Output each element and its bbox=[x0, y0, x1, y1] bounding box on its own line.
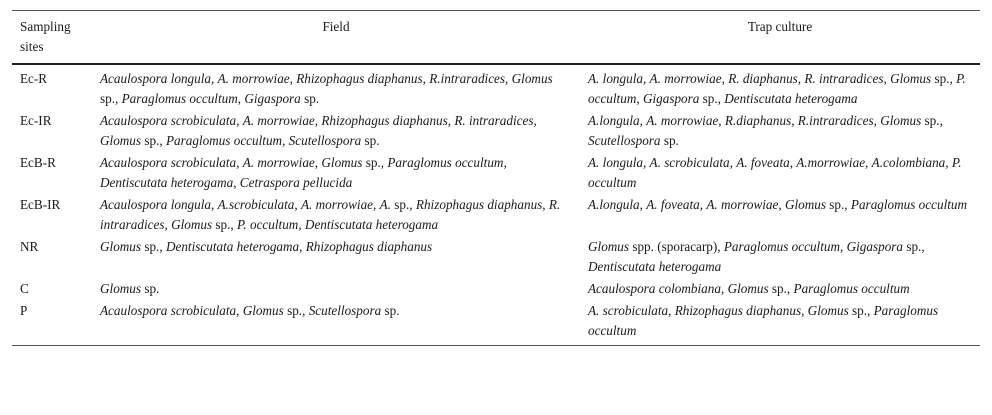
species-separator: , bbox=[503, 155, 507, 170]
species-separator: , bbox=[797, 71, 805, 86]
species-name: Glomus bbox=[100, 239, 142, 254]
species-separator: , bbox=[314, 155, 322, 170]
species-name: Gigaspora bbox=[846, 239, 904, 254]
species-name: Acaulospora longula bbox=[100, 197, 211, 212]
site-cell: NR bbox=[20, 239, 39, 254]
table-row bbox=[12, 193, 980, 235]
species-name: P. occultum bbox=[588, 71, 966, 106]
species-separator: , bbox=[236, 155, 243, 170]
species-name: Rhizophagus diaphanus bbox=[305, 239, 433, 254]
species-name: P. occultum bbox=[237, 217, 299, 232]
species-name: Dentiscutata heterogama bbox=[304, 217, 439, 232]
species-name: A. longula bbox=[588, 155, 643, 170]
species-name: R.intraradices bbox=[429, 71, 506, 86]
site-cell: EcB-IR bbox=[20, 197, 61, 212]
table-row bbox=[12, 151, 980, 193]
species-separator: sp., bbox=[141, 133, 166, 148]
species-separator: , bbox=[791, 113, 798, 128]
site-cell: P bbox=[20, 303, 28, 318]
species-separator: , bbox=[236, 303, 243, 318]
field-species-cell bbox=[92, 151, 580, 193]
species-name: Rhizophagus diaphanus bbox=[296, 71, 423, 86]
species-separator: , bbox=[289, 71, 297, 86]
species-separator: sp. bbox=[300, 91, 320, 106]
trap-species-cell bbox=[580, 109, 980, 151]
species-separator: sp., bbox=[362, 155, 388, 170]
species-name: A.longula bbox=[588, 197, 640, 212]
species-name: A. longula bbox=[588, 71, 643, 86]
field-species-cell bbox=[92, 109, 580, 151]
species-separator: sp. bbox=[361, 133, 380, 148]
trap-species-cell bbox=[580, 277, 980, 299]
site-cell: C bbox=[20, 281, 29, 296]
species-separator: , bbox=[236, 113, 243, 128]
field-species-cell bbox=[92, 299, 580, 346]
species-separator: , bbox=[233, 175, 240, 190]
species-name: Paraglomus occultum bbox=[793, 281, 910, 296]
species-name: Dentiscutata heterogama bbox=[724, 91, 858, 106]
species-name: A. bbox=[379, 197, 391, 212]
species-separator: spp. (sporacarp), bbox=[629, 239, 724, 254]
species-separator: , bbox=[721, 71, 729, 86]
species-separator: sp. bbox=[381, 303, 400, 318]
species-separator: sp., bbox=[921, 113, 943, 128]
species-separator: , bbox=[314, 113, 322, 128]
species-name: Glomus bbox=[727, 281, 769, 296]
species-name: Acaulospora scrobiculata bbox=[100, 113, 237, 128]
site-cell: Ec-R bbox=[20, 71, 48, 86]
species-name: Dentiscutata heterogama bbox=[100, 175, 234, 190]
species-separator: , bbox=[789, 155, 797, 170]
species-separator: , bbox=[668, 303, 675, 318]
trap-species-cell bbox=[580, 64, 980, 109]
header-field: Field bbox=[322, 19, 350, 34]
species-separator: , bbox=[533, 113, 537, 128]
trap-species-cell bbox=[580, 151, 980, 193]
species-separator: , bbox=[299, 239, 306, 254]
species-separator: sp., bbox=[212, 217, 238, 232]
species-name: A. morrowiae bbox=[242, 113, 315, 128]
species-name: A. scrobiculata bbox=[649, 155, 730, 170]
species-name: Cetraspora pellucida bbox=[239, 175, 353, 190]
field-species-cell bbox=[92, 235, 580, 277]
header-sampling-sites: Sampling sites bbox=[20, 19, 71, 54]
species-separator: sp., bbox=[390, 197, 416, 212]
species-separator: , bbox=[945, 155, 952, 170]
species-name: Glomus bbox=[242, 303, 284, 318]
species-separator: , bbox=[642, 71, 650, 86]
species-name: Glomus bbox=[321, 155, 363, 170]
species-separator: , bbox=[720, 281, 728, 296]
species-name: Paraglomus occultum bbox=[588, 303, 939, 338]
species-separator: sp., bbox=[903, 239, 925, 254]
species-name: P. occultum bbox=[588, 155, 962, 190]
species-name: Acaulospora colombiana bbox=[588, 281, 721, 296]
species-separator: , bbox=[873, 113, 881, 128]
table-row bbox=[12, 109, 980, 151]
species-name: Gigaspora bbox=[642, 91, 700, 106]
species-name: Glomus bbox=[171, 217, 213, 232]
species-name: Paraglomus occultum bbox=[723, 239, 840, 254]
field-species-cell bbox=[92, 277, 580, 299]
species-separator: , bbox=[505, 71, 512, 86]
table-body bbox=[12, 64, 980, 346]
site-cell: Ec-IR bbox=[20, 113, 52, 128]
species-name: R. intraradices bbox=[454, 113, 534, 128]
species-name: Scutellospora bbox=[588, 133, 661, 148]
species-name: Paraglomus occultum bbox=[387, 155, 504, 170]
species-separator: sp. bbox=[141, 281, 160, 296]
species-separator: sp., bbox=[100, 91, 122, 106]
table-row bbox=[12, 64, 980, 109]
species-name: Gigaspora bbox=[244, 91, 301, 106]
species-name: A. morrowiae bbox=[646, 113, 719, 128]
species-separator: , bbox=[447, 113, 455, 128]
species-name: Glomus bbox=[807, 303, 849, 318]
species-name: Rhizophagus diaphanus bbox=[321, 113, 448, 128]
species-name: A.morrowiae bbox=[796, 155, 866, 170]
table-row bbox=[12, 235, 980, 277]
species-name: Rhizophagus diaphanus bbox=[674, 303, 802, 318]
species-name: Glomus bbox=[511, 71, 553, 86]
species-name: Rhizophagus diaphanus bbox=[415, 197, 543, 212]
species-separator: sp., bbox=[848, 303, 874, 318]
species-name: A. foveata bbox=[736, 155, 790, 170]
species-name: Paraglomus occultum bbox=[121, 91, 238, 106]
species-separator: , bbox=[636, 91, 643, 106]
table-row bbox=[12, 277, 980, 299]
species-name: Acaulospora scrobiculata bbox=[100, 303, 237, 318]
species-name: Acaulospora scrobiculata bbox=[100, 155, 237, 170]
species-separator: , bbox=[642, 155, 650, 170]
species-name: A. morrowiae bbox=[217, 71, 290, 86]
species-separator: , bbox=[639, 113, 647, 128]
species-separator: sp., bbox=[283, 303, 309, 318]
species-separator: , bbox=[718, 113, 725, 128]
species-name: A.scrobiculata bbox=[217, 197, 295, 212]
species-name: Acaulospora longula bbox=[100, 71, 211, 86]
species-separator: , bbox=[801, 303, 808, 318]
species-separator: , bbox=[883, 71, 891, 86]
species-name: R.diaphanus bbox=[724, 113, 792, 128]
species-table-container bbox=[12, 10, 980, 346]
species-separator: sp., bbox=[768, 281, 794, 296]
table-header bbox=[12, 11, 980, 65]
species-name: Glomus bbox=[890, 71, 932, 86]
species-name: A. morrowiae bbox=[242, 155, 315, 170]
site-cell: EcB-R bbox=[20, 155, 56, 170]
species-separator: , bbox=[373, 197, 380, 212]
species-separator: , bbox=[282, 133, 289, 148]
species-separator: , bbox=[639, 197, 647, 212]
species-name: A.colombiana bbox=[871, 155, 946, 170]
species-name: Scutellospora bbox=[308, 303, 382, 318]
species-name: A. morrowiae bbox=[300, 197, 374, 212]
species-separator: , bbox=[729, 155, 737, 170]
species-separator: sp., bbox=[699, 91, 725, 106]
header-trap-culture: Trap culture bbox=[747, 19, 813, 34]
species-name: R.intraradices bbox=[797, 113, 874, 128]
species-name: Dentiscutata heterogama bbox=[588, 259, 722, 274]
species-separator: , bbox=[211, 197, 218, 212]
species-name: R. intraradices bbox=[100, 197, 561, 232]
field-species-cell bbox=[92, 64, 580, 109]
species-separator: , bbox=[298, 217, 305, 232]
species-name: Glomus bbox=[880, 113, 922, 128]
table-row bbox=[12, 299, 980, 346]
species-separator: , bbox=[422, 71, 430, 86]
species-name: R. intraradices bbox=[804, 71, 884, 86]
species-separator: , bbox=[865, 155, 872, 170]
species-separator: , bbox=[699, 197, 707, 212]
trap-species-cell bbox=[580, 299, 980, 346]
species-name: Dentiscutata heterogama bbox=[165, 239, 300, 254]
species-name: Paraglomus occultum bbox=[165, 133, 283, 148]
species-name: A. morrowiae bbox=[706, 197, 779, 212]
species-separator: , bbox=[778, 197, 785, 212]
species-name: A.longula bbox=[588, 113, 640, 128]
species-separator: , bbox=[542, 197, 549, 212]
species-separator: sp., bbox=[141, 239, 166, 254]
species-table bbox=[12, 10, 980, 346]
species-separator: , bbox=[237, 91, 245, 106]
species-name: Glomus bbox=[100, 281, 142, 296]
species-name: A. foveata bbox=[646, 197, 700, 212]
species-separator: sp., bbox=[825, 197, 851, 212]
species-separator: , bbox=[294, 197, 301, 212]
species-name: A. morrowiae bbox=[649, 71, 722, 86]
species-separator: sp., bbox=[931, 71, 957, 86]
species-name: Glomus bbox=[100, 133, 142, 148]
trap-species-cell bbox=[580, 235, 980, 277]
species-name: Glomus bbox=[784, 197, 826, 212]
species-name: R. diaphanus bbox=[728, 71, 798, 86]
species-name: Glomus bbox=[588, 239, 630, 254]
species-name: A. scrobiculata bbox=[588, 303, 669, 318]
species-separator: , bbox=[840, 239, 847, 254]
trap-species-cell bbox=[580, 193, 980, 235]
field-species-cell bbox=[92, 193, 580, 235]
species-separator: , bbox=[211, 71, 218, 86]
species-separator: sp. bbox=[660, 133, 679, 148]
header-row bbox=[12, 11, 980, 65]
species-name: Scutellospora bbox=[288, 133, 362, 148]
species-name: Paraglomus occultum bbox=[850, 197, 968, 212]
species-separator: , bbox=[164, 217, 172, 232]
